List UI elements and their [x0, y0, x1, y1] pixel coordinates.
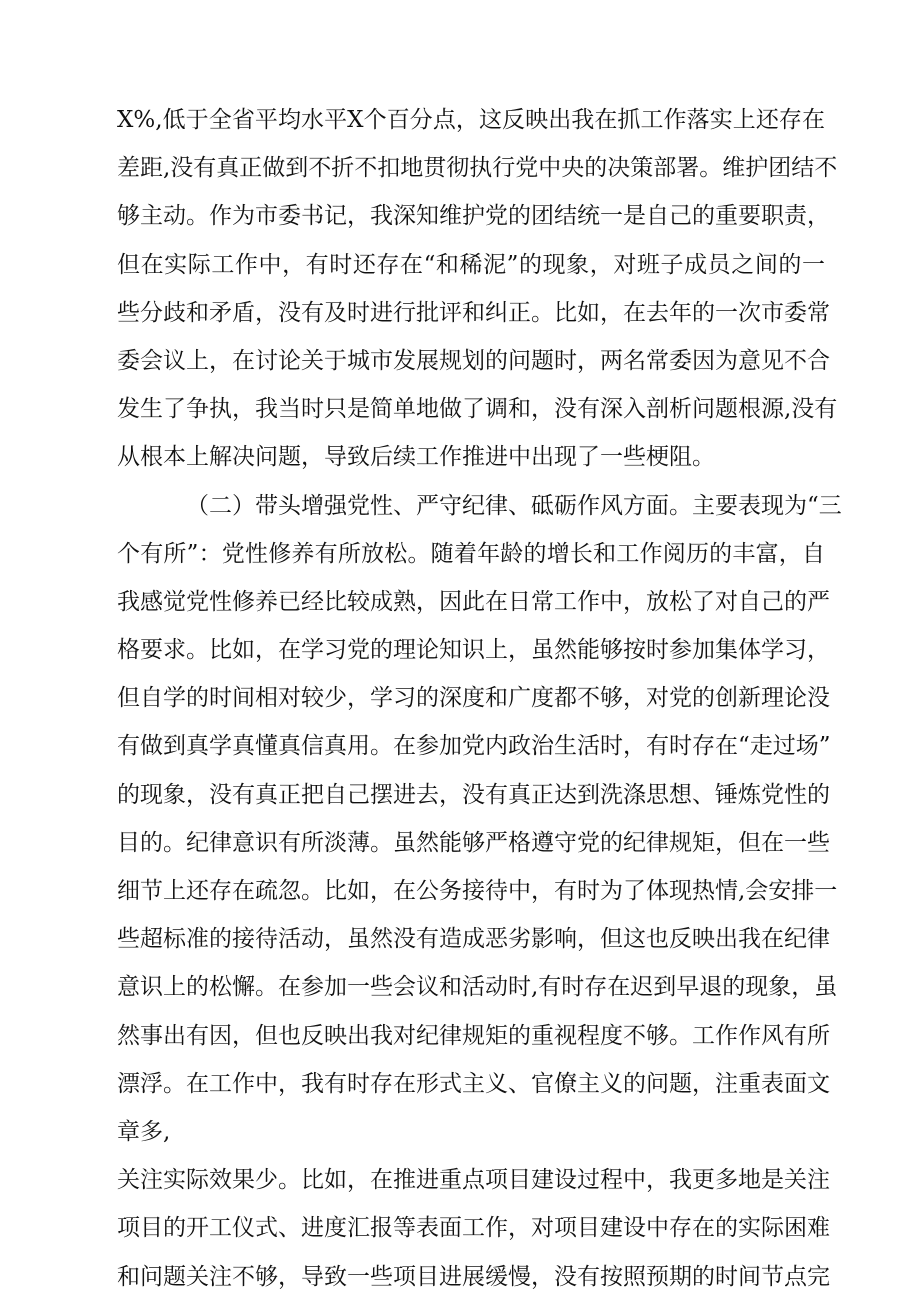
text-line: 意识上的松懈。在参加一些会议和活动时,有时存在迟到早退的现象，虽	[117, 974, 838, 1001]
text-line: 我感觉党性修养已经比较成熟，因此在日常工作中，放松了对自己的严	[117, 588, 830, 615]
text-line: 项目的开工仪式、进度汇报等表面工作，对项目建设中存在的实际困难	[117, 1215, 830, 1242]
document-body	[117, 96, 842, 1301]
text-line: 漂浮。在工作中，我有时存在形式主义、官僚主义的问题，注重表面文	[117, 1070, 830, 1097]
text-line: 些分歧和矛盾，没有及时进行批评和纠正。比如，在去年的一次市委常	[117, 299, 830, 326]
text-line: 关注实际效果少。比如，在推进重点项目建设过程中，我更多地是关注	[117, 1167, 830, 1194]
text-line: X%,低于全省平均水平X个百分点，这反映出我在抓工作落实上还存在	[117, 107, 825, 133]
text-line: 章多,	[117, 1118, 171, 1145]
text-line: 然事出有因，但也反映出我对纪律规矩的重视程度不够。工作作风有所	[117, 1022, 830, 1049]
text-line: 目的。纪律意识有所淡薄。虽然能够严格遵守党的纪律规矩，但在一些	[117, 829, 830, 856]
text-line: 委会议上，在讨论关于城市发展规划的问题时，两名常委因为意见不合	[117, 347, 830, 374]
text-line: 从根本上解决问题，导致后续工作推进中出现了一些梗阻。	[117, 444, 715, 471]
text-line: 但在实际工作中，有时还存在“和稀泥”的现象，对班子成员之间的一	[117, 251, 825, 278]
text-line: 些超标准的接待活动，虽然没有造成恶劣影响，但这也反映出我在纪律	[117, 926, 830, 953]
section-heading-line: （二）带头增强党性、严守纪律、砥砺作风方面。主要表现为“三	[186, 492, 842, 519]
text-line: 和问题关注不够，导致一些项目进展缓慢，没有按照预期的时间节点完	[117, 1263, 830, 1290]
text-line: 细节上还存在疏忽。比如，在公务接待中，有时为了体现热情,会安排一	[117, 878, 838, 904]
text-line: 但自学的时间相对较少，学习的深度和广度都不够，对党的创新理论没	[117, 685, 830, 712]
text-line: 发生了争执，我当时只是简单地做了调和，没有深入剖析问题根源,没有	[117, 396, 838, 423]
text-line: 有做到真学真懂真信真用。在参加党内政治生活时，有时存在“走过场”	[117, 733, 831, 760]
text-line: 差距,没有真正做到不折不扣地贯彻执行党中央的决策部署。维护团结不	[117, 155, 838, 182]
text-line: 够主动。作为市委书记，我深知维护党的团结统一是自己的重要职责，	[117, 203, 830, 230]
text-line: 的现象，没有真正把自己摆进去，没有真正达到洗涤思想、锤炼党性的	[117, 781, 830, 808]
text-line: 个有所”：党性修养有所放松。随着年龄的增长和工作阅历的丰富，自	[117, 540, 825, 567]
text-line: 格要求。比如，在学习党的理论知识上，虽然能够按时参加集体学习，	[117, 637, 830, 664]
